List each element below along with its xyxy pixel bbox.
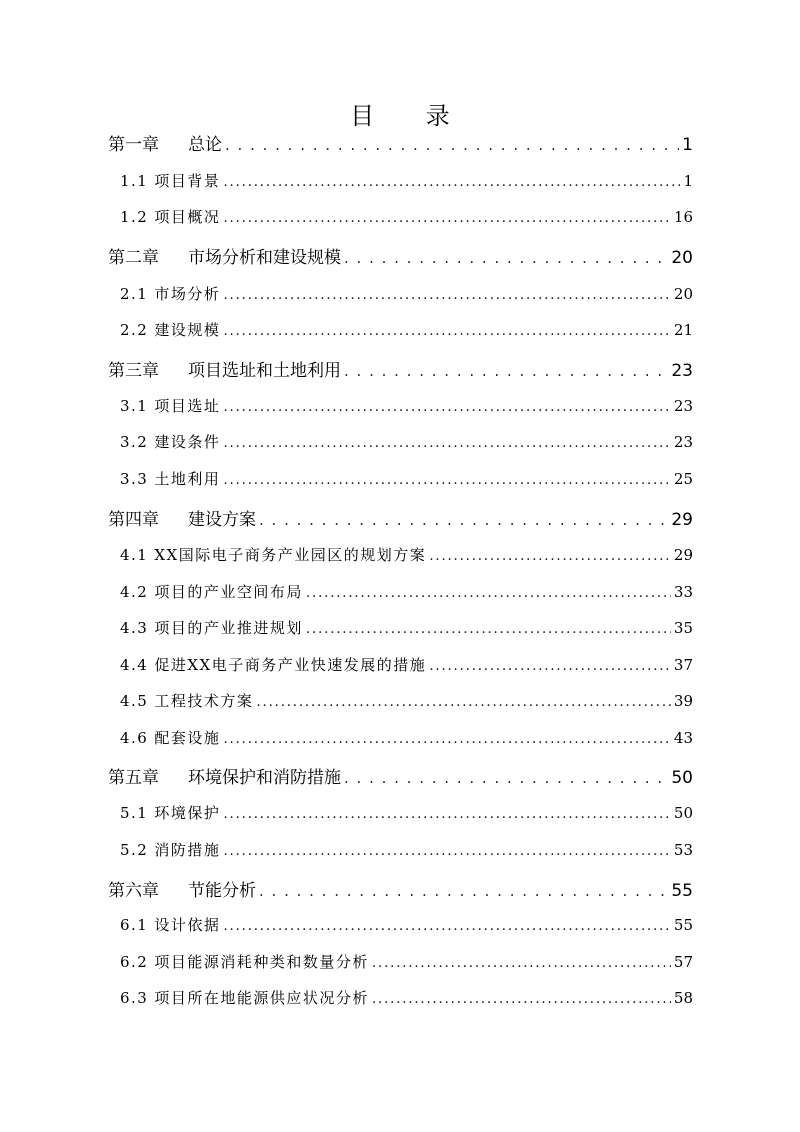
section-number: 1.1 (120, 172, 149, 190)
section-title: 市场分析 (154, 285, 221, 303)
toc-section-1-1[interactable] (120, 170, 693, 194)
section-number: 4.6 (120, 729, 149, 747)
chapter-title: 环境保护和消防措施 (188, 768, 341, 788)
section-number: 1.2 (120, 208, 149, 226)
section-title: 促进XX电子商务产业快速发展的措施 (154, 656, 427, 674)
toc-chapter-2[interactable] (108, 243, 693, 269)
toc-section-4-2[interactable] (120, 581, 693, 605)
page-number: 23 (673, 397, 693, 415)
chapter-number: 第四章 (108, 510, 159, 530)
chapter-number: 第六章 (108, 881, 159, 901)
section-title: 项目选址 (154, 397, 221, 415)
page-number: 55 (671, 881, 693, 901)
dot-leader (259, 510, 668, 530)
dot-leader (223, 916, 671, 934)
dot-leader (223, 470, 671, 488)
toc-section-3-3[interactable] (120, 468, 693, 492)
section-number: 6.3 (120, 989, 149, 1007)
chapter-title: 建设方案 (188, 510, 256, 530)
toc-section-1-2[interactable] (120, 206, 693, 230)
page-number: 33 (673, 583, 693, 601)
toc-section-2-2[interactable] (120, 319, 693, 343)
toc-section-6-2[interactable] (120, 951, 693, 975)
toc-section-4-6[interactable] (120, 727, 693, 751)
dot-leader (344, 361, 668, 381)
section-title: 配套设施 (154, 729, 221, 747)
dot-leader (223, 804, 671, 822)
chapter-title: 项目选址和土地利用 (188, 361, 341, 381)
chapter-number: 第三章 (108, 361, 159, 381)
section-title: 土地利用 (154, 470, 221, 488)
section-title: 建设条件 (154, 433, 221, 451)
section-title: 设计依据 (154, 916, 221, 934)
section-number: 3.3 (120, 470, 149, 488)
page-number: 57 (673, 953, 693, 971)
page-number: 50 (673, 804, 693, 822)
section-number: 4.2 (120, 583, 149, 601)
section-title: XX国际电子商务产业园区的规划方案 (154, 546, 427, 564)
chapter-number: 第五章 (108, 768, 159, 788)
page-number: 25 (673, 470, 693, 488)
page-number: 29 (673, 546, 693, 564)
section-title: 项目的产业空间布局 (154, 583, 303, 601)
page-number: 1 (683, 172, 693, 190)
section-number: 4.5 (120, 692, 149, 710)
toc-section-6-1[interactable] (120, 914, 693, 938)
section-title: 环境保护 (154, 804, 221, 822)
section-number: 2.2 (120, 321, 149, 339)
dot-leader (223, 729, 671, 747)
section-number: 5.2 (120, 841, 149, 859)
page-number: 39 (673, 692, 693, 710)
dot-leader (223, 433, 671, 451)
toc-chapter-4[interactable] (108, 505, 693, 531)
toc-section-5-1[interactable] (120, 802, 693, 826)
section-number: 5.1 (120, 804, 149, 822)
chapter-title: 市场分析和建设规模 (188, 248, 341, 268)
dot-leader (259, 881, 668, 901)
dot-leader (223, 321, 671, 339)
dot-leader (372, 989, 671, 1007)
toc-chapter-1[interactable] (108, 130, 693, 156)
page-number: 53 (673, 841, 693, 859)
chapter-title: 总论 (188, 135, 222, 155)
dot-leader (223, 841, 671, 859)
chapter-title: 节能分析 (188, 881, 256, 901)
dot-leader (306, 619, 671, 637)
toc-section-4-1[interactable] (120, 544, 693, 568)
dot-leader (344, 768, 668, 788)
toc-section-4-4[interactable] (120, 654, 693, 678)
page-number: 23 (673, 433, 693, 451)
toc-section-2-1[interactable] (120, 283, 693, 307)
dot-leader (225, 135, 679, 155)
toc-section-5-2[interactable] (120, 839, 693, 863)
dot-leader (344, 248, 668, 268)
section-title: 项目所在地能源供应状况分析 (154, 989, 369, 1007)
page-number: 20 (671, 248, 693, 268)
section-title: 项目概况 (154, 208, 221, 226)
page-number: 1 (682, 135, 693, 155)
dot-leader (256, 692, 671, 710)
toc-section-4-5[interactable] (120, 690, 693, 714)
toc-section-6-3[interactable] (120, 987, 693, 1011)
page-number: 20 (673, 285, 693, 303)
section-number: 4.4 (120, 656, 149, 674)
dot-leader (429, 656, 671, 674)
section-number: 6.1 (120, 916, 149, 934)
dot-leader (223, 172, 680, 190)
page-number: 16 (673, 208, 693, 226)
toc-chapter-3[interactable] (108, 356, 693, 382)
section-number: 4.3 (120, 619, 149, 637)
toc-section-4-3[interactable] (120, 617, 693, 641)
toc-chapter-6[interactable] (108, 876, 693, 902)
section-number: 4.1 (120, 546, 149, 564)
page-number: 35 (673, 619, 693, 637)
toc-section-3-1[interactable] (120, 395, 693, 419)
page-number: 29 (671, 510, 693, 530)
section-title: 工程技术方案 (154, 692, 254, 710)
section-number: 3.1 (120, 397, 149, 415)
page-number: 55 (673, 916, 693, 934)
section-title: 项目背景 (154, 172, 221, 190)
page-number: 37 (673, 656, 693, 674)
section-title: 消防措施 (154, 841, 221, 859)
toc-section-3-2[interactable] (120, 431, 693, 455)
dot-leader (223, 285, 671, 303)
page-number: 43 (673, 729, 693, 747)
page-number: 21 (673, 321, 693, 339)
section-number: 3.2 (120, 433, 149, 451)
section-title: 建设规模 (154, 321, 221, 339)
section-title: 项目的产业推进规划 (154, 619, 303, 637)
chapter-number: 第二章 (108, 248, 159, 268)
page-number: 58 (673, 989, 693, 1007)
toc-chapter-5[interactable] (108, 763, 693, 789)
dot-leader (223, 208, 671, 226)
chapter-number: 第一章 (108, 135, 159, 155)
toc-title: 目 录 (350, 102, 472, 130)
page-number: 50 (671, 768, 693, 788)
dot-leader (429, 546, 671, 564)
page-number: 23 (671, 361, 693, 381)
dot-leader (372, 953, 671, 971)
section-number: 6.2 (120, 953, 149, 971)
section-number: 2.1 (120, 285, 149, 303)
section-title: 项目能源消耗种类和数量分析 (154, 953, 369, 971)
dot-leader (306, 583, 671, 601)
dot-leader (223, 397, 671, 415)
